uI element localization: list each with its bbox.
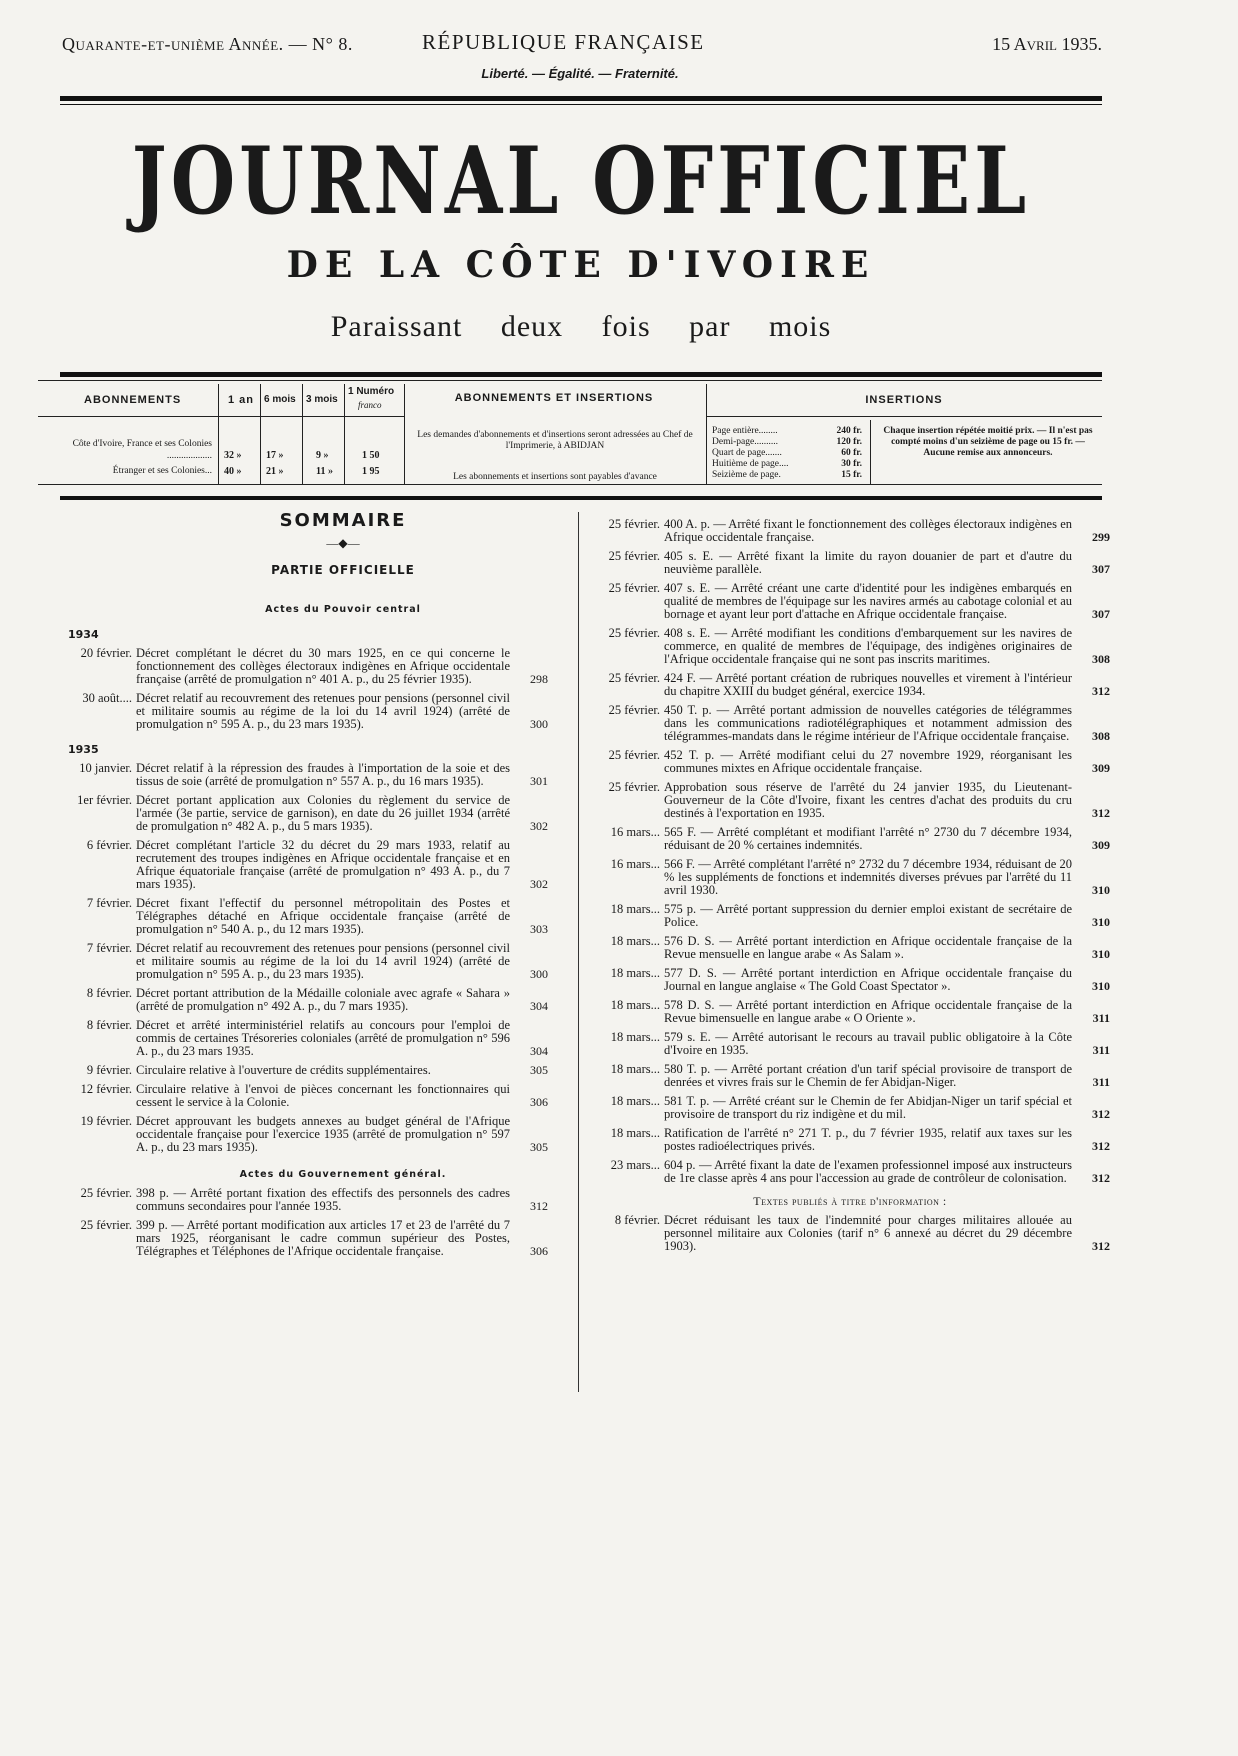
entries-right [590,518,1110,1185]
entry-date: 25 février. [608,703,660,717]
entry-text: Décret réduisant les taux de l'indemnité pour charges militaires allouée au personnel militaire aux Colonies (tarif n° 6 annexé au décret du 29 décembre 1903). [664,1213,1072,1253]
entry-text: Approbation sous réserve de l'arrêté du 24 janvier 1935, du Lieutenant-Gouverneur de la Côte d'Ivoire, fixant les centres d'achat des produits du cru destinés à l'exportation en 1935. [664,780,1072,820]
summary-entry [590,781,1110,820]
ins-row [712,470,862,481]
entry-page: 303 [530,922,548,936]
entry-page: 300 [530,967,548,981]
subs-top-line [38,380,1102,381]
entry-date: 18 mars... [610,1126,660,1140]
entry-page: 311 [1092,1075,1110,1089]
subs-header: ABONNEMENTS [84,394,182,406]
ins-price: 15 fr. [841,470,862,480]
entry-page: 302 [530,819,548,833]
entry-text: Décret relatif au recouvrement des retenues pour pensions (personnel civil et militaire soumis au régime de la loi du 14 avril 1924) (arrêté de promulgation n° 595 A. p., du 23 mars 1935). [136,691,510,731]
entry-date: 25 février. [608,780,660,794]
summary-entry [590,1214,1110,1253]
entry-page: 306 [530,1095,548,1109]
entry-page: 312 [530,1199,548,1213]
entry-text: 575 p. — Arrêté portant suppression du dernier emploi existant de secrétaire de Police. [664,902,1072,929]
entry-date: 25 février. [608,581,660,595]
entry-date: 16 mars... [610,857,660,871]
ins-row [712,448,862,459]
ins-price: 30 fr. [841,459,862,469]
entry-date: 30 août.... [82,691,132,705]
subs-value: 9 » [316,450,329,461]
entry-date: 10 janvier. [79,761,132,775]
summary-entry [48,692,548,731]
section-pouvoir-central: Actes du Pouvoir central [265,604,421,615]
summary-entry [590,826,1110,852]
entry-text: Décret portant application aux Colonies du règlement du service de l'armée (3e partie, service de garnison), en date du 26 juillet 1934 (arrêté de promulgation n° 482 A. p., du 5 mars 1935). [136,793,510,833]
ins-row [712,459,862,470]
ins-label: Demi-page.......... [712,437,778,447]
summary-entry [590,1159,1110,1185]
entry-text: Décret relatif à la répression des fraudes à l'importation de la soie et des tissus de soie (arrêté de promulgation n° 557 A. p., du 16 mars 1935). [136,761,510,788]
motto: Liberté. — Égalité. — Fraternité. [481,66,679,81]
subs-row-label: Côte d'Ivoire, France et ses Colonies ................... [72,439,212,461]
entry-page: 312 [1092,1171,1110,1185]
year-1934: 1934 [68,628,99,641]
entry-text: Circulaire relative à l'ouverture de crédits supplémentaires. [136,1063,431,1077]
issue-date: 15 Avril 1935. [992,34,1102,54]
entry-date: 8 février. [86,986,132,1000]
entry-date: 19 février. [80,1114,132,1128]
entry-text: 580 T. p. — Arrêté portant création d'un tarif spécial provisoire de transport de denrées et vivres frais sur le Chemin de fer Abidjan-Niger. [664,1062,1072,1089]
entry-date: 7 février. [86,941,132,955]
entries-1935 [48,762,548,1154]
entry-page: 312 [1092,1107,1110,1121]
mid-header: ABONNEMENTS ET INSERTIONS [454,392,654,404]
table-rule [60,496,1102,500]
entries-information [590,1214,1110,1253]
ins-label: Seizième de page. [712,470,781,480]
entry-page: 312 [1092,1139,1110,1153]
entry-text: 579 s. E. — Arrêté autorisant le recours au travail public obligatoire à la Côte d'Ivoire en 1935. [664,1030,1072,1057]
entry-page: 304 [530,999,548,1013]
entry-date: 18 mars... [610,966,660,980]
entry-text: 565 F. — Arrêté complétant et modifiant l'arrêté n° 2730 du 7 décembre 1934, réduisant de 20 % certaines indemnités. [664,825,1072,852]
entry-text: Décret relatif au recouvrement des retenues pour pensions (personnel civil et militaire soumis au régime de la loi du 14 avril 1924) (arrêté de promulgation n° 595 A. p., du 23 mars 1935). [136,941,510,981]
entry-page: 311 [1092,1043,1110,1057]
summary-entry [590,704,1110,743]
masthead-rule [60,372,1102,377]
entry-date: 25 février. [608,517,660,531]
entry-text: 452 T. p. — Arrêté modifiant celui du 27 novembre 1929, réorganisant les communes mixtes en Afrique occidentale française. [664,748,1072,775]
entry-text: 400 A. p. — Arrêté fixant le fonctionnement des collèges électoraux indigènes en Afrique occidentale française. [664,517,1072,544]
entry-date: 8 février. [614,1213,660,1227]
entry-page: 302 [530,877,548,891]
ins-header-line [706,416,1102,417]
summary-entry [590,749,1110,775]
entry-text: 450 T. p. — Arrêté portant admission de nouvelles catégories de télégrammes dans les communications radiotélégraphiques et notamment admission des télégrammes-mandats dans le régime intérieur de l'Afrique occidentale française. [664,703,1072,743]
entry-text: 604 p. — Arrêté fixant la date de l'examen professionnel imposé aux instructeurs de 1re classe après 4 ans pour l'accession au grade de contrôleur de colonisation. [664,1158,1072,1185]
entry-date: 25 février. [608,549,660,563]
masthead-title: JOURNAL OFFICIEL [131,128,1031,236]
entry-text: 398 p. — Arrêté portant fixation des effectifs des personnels des cadres communs secondaires pour l'année 1935. [136,1186,510,1213]
entry-page: 312 [1092,684,1110,698]
subs-header-franco: franco [358,400,382,410]
entry-date: 25 février. [80,1186,132,1200]
entries-1934 [48,647,548,731]
subs-value: 1 95 [362,466,380,477]
summary-entry [590,672,1110,698]
masthead-frequency: Paraissant deux fois par mois [330,310,832,343]
ins-rows [712,426,862,481]
entry-text: 566 F. — Arrêté complétant l'arrêté n° 2732 du 7 décembre 1934, réduisant de 20 % les suppléments de fonctions et indemnités diverses prévues par l'arrêté du 11 avril 1930. [664,857,1072,897]
subs-bottom-line [38,484,1102,485]
entry-text: 405 s. E. — Arrêté fixant la limite du rayon douanier de part et d'autre du neuvième parallèle. [664,549,1072,576]
entry-page: 301 [530,774,548,788]
subs-header-3mois: 3 mois [306,394,338,405]
entry-date: 8 février. [86,1018,132,1032]
ins-label: Huitième de page.... [712,459,789,469]
entry-page: 307 [1092,607,1110,621]
subs-divider [302,384,303,484]
entry-page: 308 [1092,729,1110,743]
summary-entry [590,550,1110,576]
mid-text-addr: Les demandes d'abonnements et d'insertions seront adressées au Chef de l'Imprimerie, à ABIDJAN [417,430,693,451]
entry-date: 18 mars... [610,1062,660,1076]
summary-entry [590,967,1110,993]
summary-entry [590,1031,1110,1057]
entry-text: Décret fixant l'effectif du personnel métropolitain des Postes et Télégraphes détaché en Afrique occidentale française (arrêté de promulgation n° 540 A. p., du 12 mars 1935). [136,896,510,936]
subscription-table [38,380,1102,490]
subs-value: 11 » [316,466,333,477]
entry-date: 25 février. [608,748,660,762]
entry-date: 25 février. [80,1218,132,1232]
entry-page: 300 [530,717,548,731]
ins-header: INSERTIONS [865,394,943,406]
entry-date: 25 février. [608,671,660,685]
year-1935: 1935 [68,743,99,756]
entries-gouvernement [48,1187,548,1258]
header-rule [60,96,1102,101]
summary-entry [590,1095,1110,1121]
ins-price: 120 fr. [836,437,862,447]
entry-page: 310 [1092,883,1110,897]
subs-header-6mois: 6 mois [264,394,296,405]
subs-divider [344,384,345,484]
entry-text: Décret portant attribution de la Médaille coloniale avec agrafe « Sahara » (arrêté de promulgation n° 492 A. p., du 7 mars 1935). [136,986,510,1013]
entry-date: 25 février. [608,626,660,640]
header-line [62,30,1102,58]
mid-text-pay: Les abonnements et insertions sont payables d'avance [453,472,657,482]
subs-value: 40 » [224,466,242,477]
entry-text: 424 F. — Arrêté portant création de rubriques nouvelles et virement à l'intérieur du chapitre XXIII du budget général, exercice 1934. [664,671,1072,698]
entry-text: 407 s. E. — Arrêté créant une carte d'identité pour les indigènes embarqués en qualité de membres de l'équipage sur les navires armés au cabotage colonial et au bornage et ayant leur port d'attache en Afrique occidentale française. [664,581,1072,621]
entry-page: 310 [1092,947,1110,961]
entry-date: 18 mars... [610,998,660,1012]
entry-text: 399 p. — Arrêté portant modification aux articles 17 et 23 de l'arrêté du 7 mars 1925, réorganisant le cadre commun supérieur des Postes, Télégraphes et Téléphones de l'Afrique occidentale française. [136,1218,510,1258]
entry-date: 9 février. [86,1063,132,1077]
subs-value: 17 » [266,450,284,461]
subs-divider [870,420,871,484]
summary-entry [48,762,548,788]
ins-label: Page entière........ [712,426,778,436]
subs-value: 1 50 [362,450,380,461]
entry-date: 6 février. [86,838,132,852]
entry-text: 577 D. S. — Arrêté portant interdiction en Afrique occidentale française du Journal en langue anglaise « The Gold Coast Spectator ». [664,966,1072,993]
entry-page: 305 [530,1063,548,1077]
summary-entry [48,794,548,833]
entry-page: 312 [1092,806,1110,820]
summary-entry [48,1064,548,1077]
summary-entry [48,1019,548,1058]
subs-row-label: Étranger et ses Colonies... [112,466,212,476]
summary-entry [48,897,548,936]
summary-entry [48,1115,548,1154]
entry-page: 310 [1092,979,1110,993]
summary-entry [590,858,1110,897]
entry-page: 298 [530,672,548,686]
sommaire-title: SOMMAIRE [279,510,407,531]
summary-entry [48,942,548,981]
subs-header-1an: 1 an [228,394,255,406]
summary-entry [48,647,548,686]
ins-row [712,437,862,448]
entry-date: 23 mars... [610,1158,660,1172]
entry-page: 306 [530,1244,548,1258]
summary-entry [590,627,1110,666]
subs-value: 21 » [266,466,284,477]
entry-text: Décret complétant l'article 32 du décret du 29 mars 1933, relatif au recrutement des troupes indigènes en Afrique occidentale française et en Afrique équatoriale française (arrêté de promulgation n° 493 A. p., du 7 mars 1935). [136,838,510,891]
header-rule-thin [60,104,1102,105]
summary-entry [48,1219,548,1258]
entry-page: 307 [1092,562,1110,576]
ins-price: 240 fr. [836,426,862,436]
summary-entry [590,518,1110,544]
entry-text: 576 D. S. — Arrêté portant interdiction en Afrique occidentale française de la Revue mensuelle en langue arabe « As Salam ». [664,934,1072,961]
entry-date: 1er février. [77,793,132,807]
entry-page: 309 [1092,761,1110,775]
ins-price: 60 fr. [841,448,862,458]
textes-information: Textes publiés à titre d'information : [753,1194,947,1208]
column-divider [578,512,579,1392]
right-column [590,512,1110,1253]
entry-text: Décret approuvant les budgets annexes au budget général de l'Afrique occidentale française pour l'exercice 1935 (arrêté de promulgation n° 597 A. p., du 23 mars 1935). [136,1114,510,1154]
partie-officielle: PARTIE OFFICIELLE [271,563,415,577]
entry-date: 16 mars... [610,825,660,839]
summary-entry [590,582,1110,621]
entry-page: 308 [1092,652,1110,666]
entry-page: 310 [1092,915,1110,929]
entry-date: 18 mars... [610,934,660,948]
entry-page: 309 [1092,838,1110,852]
entry-text: Décret et arrêté interministériel relatifs au concours pour l'emploi de commis de certaines Trésoreries coloniales (arrêté de promulgation n° 596 A. p., du 23 mars 1935. [136,1018,510,1058]
summary-entry [48,1083,548,1109]
summary-entry [590,935,1110,961]
entry-page: 312 [1092,1239,1110,1253]
subs-divider [260,384,261,484]
entry-date: 20 février. [80,646,132,660]
entry-date: 12 février. [80,1082,132,1096]
subs-divider [218,384,219,484]
summary-entry [590,999,1110,1025]
masthead-subtitle: DE LA CÔTE D'IVOIRE [286,244,876,286]
summary-entry [590,1127,1110,1153]
ornament: —◆— [326,536,360,550]
entry-date: 7 février. [86,896,132,910]
summary-entry [590,1063,1110,1089]
summary-entry [590,903,1110,929]
entry-text: Ratification de l'arrêté n° 271 T. p., du 7 février 1935, relatif aux taxes sur les postes radioélectriques privés. [664,1126,1072,1153]
entry-date: 18 mars... [610,1094,660,1108]
subs-header-line [38,416,404,417]
entry-page: 304 [530,1044,548,1058]
entry-text: 581 T. p. — Arrêté créant sur le Chemin de fer Abidjan-Niger un tarif spécial et provisoire de transport du riz indigène et du mil. [664,1094,1072,1121]
section-gouvernement-general: Actes du Gouvernement général. [239,1169,447,1180]
ins-label: Quart de page....... [712,448,782,458]
entry-page: 305 [530,1140,548,1154]
summary-entry [48,839,548,891]
entry-text: Circulaire relative à l'envoi de pièces concernant les fonctionnaires qui cessent le service à la Colonie. [136,1082,510,1109]
ins-row [712,426,862,437]
entry-text: Décret complétant le décret du 30 mars 1925, en ce qui concerne le fonctionnement des collèges électoraux indigènes en Afrique occidentale française (arrêté de promulgation n° 401 A. p., du 25 février 1935). [136,646,510,686]
ins-note: Chaque insertion répétée moitié prix. — Il n'est pas compté moins d'un seizième de page ou 15 fr. — Aucune remise aux annonceurs. [883,426,1093,458]
entry-date: 18 mars... [610,902,660,916]
entry-text: 578 D. S. — Arrêté portant interdiction en Afrique occidentale française de la Revue bimensuelle en langue arabe « O Oriente ». [664,998,1072,1025]
summary-entry [48,1187,548,1213]
entry-page: 299 [1092,530,1110,544]
left-column [48,512,548,1258]
entry-text: 408 s. E. — Arrêté modifiant les conditions d'embarquement sur les navires de commerce, en qualité de membres de l'équipage, des indigènes originaires de l'Afrique occidentale française qui ne sont pas inscrits maritimes. [664,626,1072,666]
entry-page: 311 [1092,1011,1110,1025]
subs-value: 32 » [224,450,242,461]
republic-label: RÉPUBLIQUE FRANÇAISE [422,30,705,54]
subs-header-numero: 1 Numéro [348,386,395,397]
entry-date: 18 mars... [610,1030,660,1044]
issue-number: Quarante-et-unième Année. — N° 8. [62,34,353,54]
summary-entry [48,987,548,1013]
